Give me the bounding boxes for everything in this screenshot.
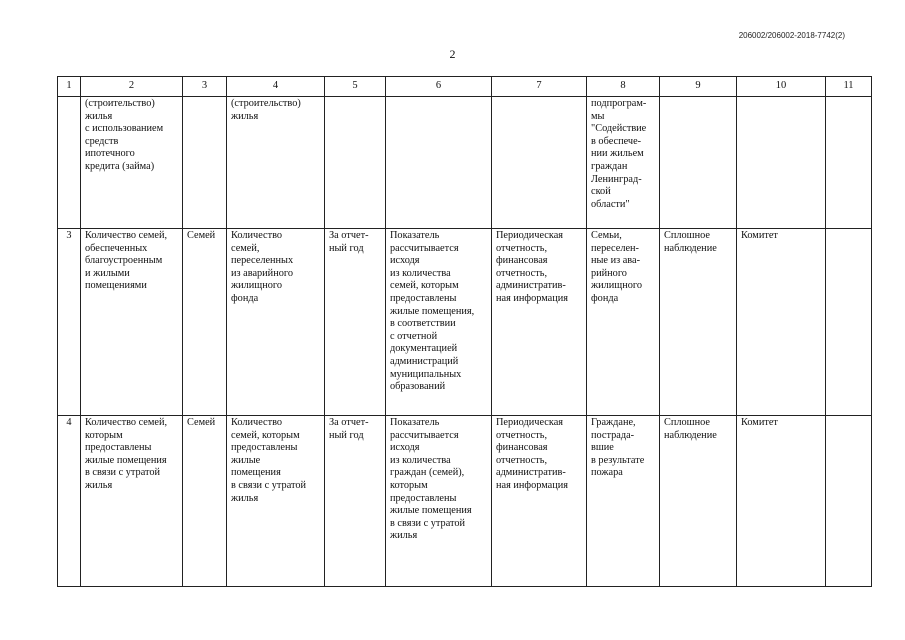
table-cell: Количество семей, которым предоставлены жилые помещения в связи с утратой жилья bbox=[81, 416, 183, 587]
table-row bbox=[58, 97, 872, 229]
column-header: 2 bbox=[81, 77, 183, 97]
table-cell: Комитет bbox=[737, 416, 826, 587]
table-cell: За отчет- ный год bbox=[325, 229, 386, 416]
table-cell: подпрограм- мы "Содействие в обеспече- нии жильем граждан Ленинград- ской области" bbox=[587, 97, 660, 229]
table-cell bbox=[826, 97, 872, 229]
indicators-table bbox=[57, 76, 872, 587]
column-header: 9 bbox=[660, 77, 737, 97]
table-cell: Количество семей, переселенных из аварийного жилищного фонда bbox=[227, 229, 325, 416]
column-header: 5 bbox=[325, 77, 386, 97]
column-header: 3 bbox=[183, 77, 227, 97]
table-cell: Сплошное наблюдение bbox=[660, 416, 737, 587]
table-cell: Количество семей, обеспеченных благоустроенным и жилыми помещениями bbox=[81, 229, 183, 416]
table-row bbox=[58, 229, 872, 416]
table-cell bbox=[737, 97, 826, 229]
table-cell: Комитет bbox=[737, 229, 826, 416]
table-cell: Количество семей, которым предоставлены жилые помещения в связи с утратой жилья bbox=[227, 416, 325, 587]
table-cell: Показатель рассчитывается исходя из количества семей, которым предоставлены жилые помещения, в соответствии с отчетной документацией администраций муниципальных образований bbox=[386, 229, 492, 416]
table-cell: 3 bbox=[58, 229, 81, 416]
table-cell: Показатель рассчитывается исходя из количества граждан (семей), которым предоставлены жилые помещения в связи с утратой жилья bbox=[386, 416, 492, 587]
column-header: 11 bbox=[826, 77, 872, 97]
column-header: 4 bbox=[227, 77, 325, 97]
table-cell bbox=[58, 97, 81, 229]
table-cell: Периодическая отчетность, финансовая отчетность, административ- ная информация bbox=[492, 416, 587, 587]
column-header: 7 bbox=[492, 77, 587, 97]
table-cell bbox=[826, 416, 872, 587]
table-cell bbox=[386, 97, 492, 229]
table-cell: Семей bbox=[183, 416, 227, 587]
table-cell bbox=[325, 97, 386, 229]
document-id: 206002/206002-2018-7742(2) bbox=[738, 31, 845, 40]
table-cell: Периодическая отчетность, финансовая отчетность, административ- ная информация bbox=[492, 229, 587, 416]
column-header: 6 bbox=[386, 77, 492, 97]
table-cell bbox=[826, 229, 872, 416]
table-row bbox=[58, 416, 872, 587]
column-header: 1 bbox=[58, 77, 81, 97]
table-cell: Граждане, пострада- вшие в результате пожара bbox=[587, 416, 660, 587]
table-cell bbox=[660, 97, 737, 229]
table-cell: Семей bbox=[183, 229, 227, 416]
table-cell: (строительство) жилья bbox=[227, 97, 325, 229]
table-cell: 4 bbox=[58, 416, 81, 587]
page-number: 2 bbox=[449, 47, 456, 61]
table-header-row bbox=[58, 77, 872, 97]
table-cell: Семьи, переселен- ные из ава- рийного жилищного фонда bbox=[587, 229, 660, 416]
table-cell: Сплошное наблюдение bbox=[660, 229, 737, 416]
table-cell: (строительство) жилья с использованием средств ипотечного кредита (займа) bbox=[81, 97, 183, 229]
table-cell: За отчет- ный год bbox=[325, 416, 386, 587]
table-cell bbox=[492, 97, 587, 229]
column-header: 8 bbox=[587, 77, 660, 97]
column-header: 10 bbox=[737, 77, 826, 97]
table-cell bbox=[183, 97, 227, 229]
